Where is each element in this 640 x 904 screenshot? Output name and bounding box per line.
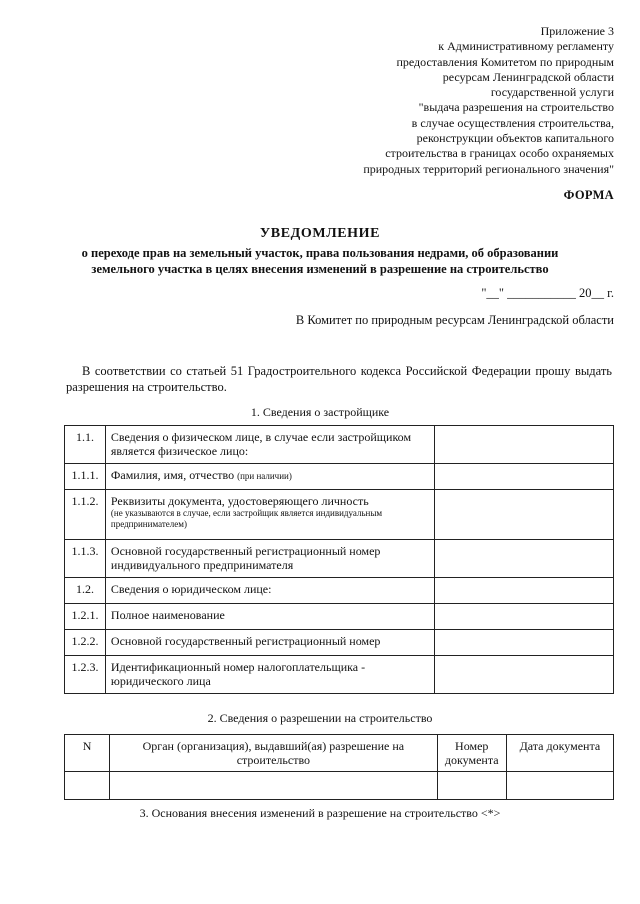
row-number: 1.2.1. (65, 604, 106, 630)
value-cell[interactable] (434, 630, 613, 656)
applicant-info-table (64, 425, 614, 694)
document-title (0, 226, 640, 277)
row-number: 1.1.2. (65, 490, 106, 540)
column-header-doc-number: Номер документа (437, 735, 506, 772)
row-label: Фамилия, имя, отчество (110, 468, 235, 482)
value-cell[interactable] (434, 490, 613, 540)
appendix-line: реконструкции объектов капитального (416, 131, 614, 146)
intro-paragraph: В соответствии со статьей 51 Градостроительного кодекса Российской Федерации прошу выдать разрешения на строительство. (66, 364, 612, 394)
table-row (65, 656, 614, 694)
table-row (65, 464, 614, 490)
table-row (65, 490, 614, 540)
row-note: (при наличии) (237, 471, 292, 481)
table-row (65, 630, 614, 656)
appendix-line: государственной услуги (490, 85, 614, 100)
appendix-line: предоставления Комитетом по природным (396, 54, 614, 69)
row-label: Идентификационный номер налогоплательщика - юридического лица (105, 656, 434, 694)
section-2-title: 2. Сведения о разрешении на строительство (207, 711, 433, 725)
value-cell[interactable] (506, 772, 613, 800)
value-cell[interactable] (434, 464, 613, 490)
row-number: 1.2.2. (65, 630, 106, 656)
row-label: Реквизиты документа, удостоверяющего личность (110, 494, 369, 508)
row-number: 1.2. (65, 578, 106, 604)
column-header-issuer: Орган (организация), выдавший(ая) разрешение на строительство (110, 735, 438, 772)
form-label: ФОРМА (563, 188, 614, 202)
permit-info-table (64, 734, 614, 800)
row-label: Основной государственный регистрационный номер индивидуального предпринимателя (105, 540, 434, 578)
value-cell[interactable] (434, 656, 613, 694)
appendix-block (363, 24, 614, 177)
appendix-line: к Административному регламенту (438, 39, 614, 54)
value-cell[interactable] (434, 426, 613, 464)
title-sub-line-1: о переходе прав на земельный участок, права пользования недрами, об образовании (81, 246, 559, 260)
value-cell[interactable] (434, 540, 613, 578)
appendix-line: строительства в границах особо охраняемых (385, 146, 614, 161)
row-note: (не указываются в случае, если застройщик является индивидуальным предпринимателем) (110, 508, 383, 529)
row-number: 1.1. (65, 426, 106, 464)
value-cell[interactable] (110, 772, 438, 800)
date-field: "__" ___________ 20__ г. (481, 286, 614, 300)
value-cell[interactable] (437, 772, 506, 800)
appendix-line: ресурсам Ленинградской области (442, 69, 614, 84)
table-row (65, 426, 614, 464)
table-header-row (65, 735, 614, 772)
table-row (65, 772, 614, 800)
row-number: 1.1.3. (65, 540, 106, 578)
appendix-line: Приложение 3 (540, 24, 614, 38)
section-3-title: 3. Основания внесения изменений в разрешение на строительство <*> (139, 806, 501, 820)
table-row (65, 578, 614, 604)
value-cell[interactable] (434, 578, 613, 604)
value-cell[interactable] (65, 772, 110, 800)
title-sub-line-2: земельного участка в целях внесения изменений в разрешение на строительство (91, 262, 549, 276)
addressee: В Комитет по природным ресурсам Ленинградской области (295, 313, 614, 327)
row-number: 1.2.3. (65, 656, 106, 694)
value-cell[interactable] (434, 604, 613, 630)
row-number: 1.1.1. (65, 464, 106, 490)
table-row (65, 540, 614, 578)
row-label-cell (105, 490, 434, 540)
appendix-line: "выдача разрешения на строительство (418, 100, 614, 115)
row-label: Основной государственный регистрационный номер (105, 630, 434, 656)
appendix-line: природных территорий регионального значения" (363, 161, 614, 176)
row-label: Сведения о юридическом лице: (105, 578, 434, 604)
column-header-doc-date: Дата документа (506, 735, 613, 772)
row-label: Полное наименование (105, 604, 434, 630)
row-label: Сведения о физическом лице, в случае если застройщиком является физическое лицо: (105, 426, 434, 464)
table-row (65, 604, 614, 630)
title-main: УВЕДОМЛЕНИЕ (259, 226, 381, 241)
appendix-line: в случае осуществления строительства, (411, 115, 614, 130)
column-header-number: N (65, 735, 110, 772)
row-label-cell (105, 464, 434, 490)
section-1-title: 1. Сведения о застройщике (250, 405, 390, 419)
